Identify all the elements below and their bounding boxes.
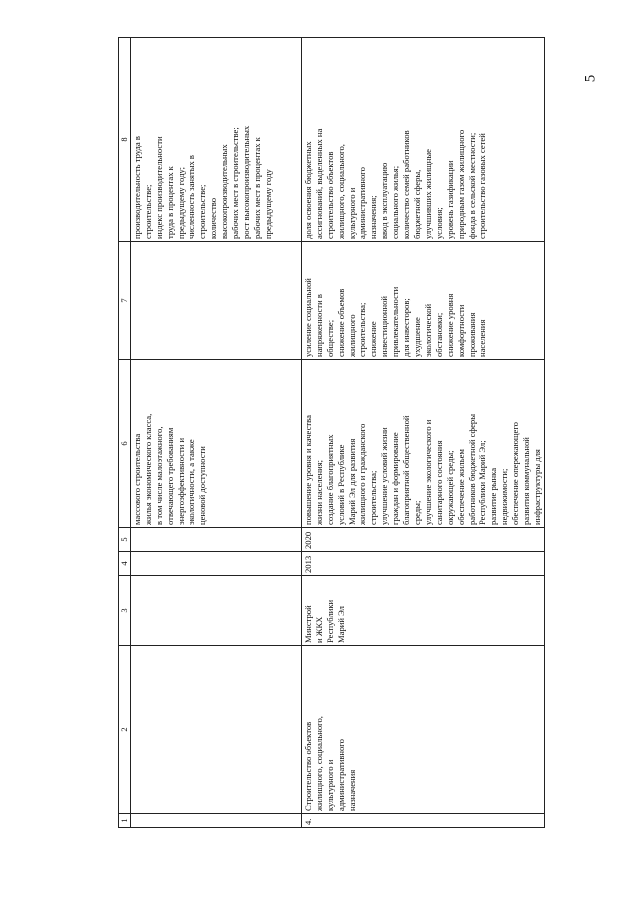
text-line: фонда в сельской местности; [466, 132, 477, 239]
text-line: Строительство объектов [302, 721, 313, 811]
text-line: административного [357, 167, 368, 239]
text-line: улучшивших жилищные [422, 149, 433, 239]
text-line: комфортности [455, 304, 466, 357]
col-header-8: 8 [119, 38, 131, 242]
col-header-7: 7 [119, 242, 131, 360]
text-line: обществе; [324, 319, 335, 357]
text-line: строительства; [357, 302, 368, 357]
program-table [118, 37, 545, 828]
text-line: обеспечение опережающего [510, 422, 521, 525]
text-line: количество семей работников [401, 130, 412, 239]
text-line: высокопроизводительных [219, 144, 230, 239]
text-line: культурного и [324, 759, 335, 811]
text-line: окружающей среды; [444, 450, 455, 525]
col-header-6: 6 [119, 360, 131, 528]
text-line: инфраструктуры для [531, 449, 542, 525]
cell-indicators [301, 38, 544, 242]
text-line: количество [208, 197, 219, 239]
cell-empty [130, 576, 301, 646]
col-header-1: 1 [119, 814, 131, 828]
text-line: ценовой доступности [197, 446, 208, 525]
text-line: Минстрой [302, 605, 313, 643]
text-line: рост высокопроизводительных [240, 125, 251, 239]
text-line: строительства; [368, 470, 379, 525]
text-line: улучшение условий жизни [379, 427, 390, 525]
text-line: рабочих мест в строительстве; [230, 127, 241, 239]
text-line: социального жилья; [390, 165, 401, 239]
text-line: обстановки; [433, 312, 444, 357]
page-number: 5 [582, 74, 599, 83]
text-line: доля освоения бюджетных [302, 141, 313, 239]
text-line: граждан и формирование [390, 432, 401, 525]
text-line: условия; [433, 207, 444, 239]
text-line: численность занятых в [186, 155, 197, 239]
text-line: развития коммунальной [521, 437, 532, 525]
text-line: и ЖКХ [313, 616, 324, 643]
text-line: ухудшение [411, 317, 422, 357]
col-header-2: 2 [119, 646, 131, 814]
text-line: Марий Эл [335, 606, 346, 643]
text-line: административного [335, 739, 346, 811]
header-row [119, 38, 131, 828]
text-line: инвестиционной [379, 296, 390, 357]
cell-row-number: 4. [301, 814, 544, 828]
text-line: труда в процентах к [164, 166, 175, 239]
text-line: развитие рынка [488, 467, 499, 525]
text-line: обеспечение жильем [455, 449, 466, 525]
text-line: экологической [422, 303, 433, 357]
text-line: производительность труда в [131, 136, 142, 239]
text-line: отвечающего требованиям [164, 427, 175, 525]
cell-measure-name [301, 646, 544, 814]
text-line: Республики Марий Эл; [477, 440, 488, 525]
text-line: строительство газовых сетей [477, 133, 488, 239]
text-line: ассигнований, выделенных на [313, 128, 324, 239]
text-line: в том числе малоэтажного, [153, 426, 164, 525]
text-line: благоприятной общественной [401, 415, 412, 525]
text-line: уровень газификации [444, 160, 455, 239]
text-line: Республики [324, 599, 335, 643]
cell-expected-results [301, 360, 544, 528]
text-line: улучшение экологического и [422, 419, 433, 525]
rotated-table-container [118, 38, 542, 828]
text-line: культурного и [346, 187, 357, 239]
text-line: среды; [411, 500, 422, 525]
text-line: условий в Республике [335, 444, 346, 525]
col-header-3: 3 [119, 576, 131, 646]
text-line: рабочих мест в процентах к [251, 137, 262, 239]
text-line: строительстве; [197, 184, 208, 239]
text-line: привлекательности [390, 286, 401, 357]
cell-empty [130, 646, 301, 814]
cell-executor [301, 576, 544, 646]
text-line: предыдущему году [262, 169, 273, 239]
cell-expected-results [130, 360, 301, 528]
text-line: снижение [368, 321, 379, 357]
cell-start-year: 2013 [301, 552, 544, 576]
cell-empty [130, 814, 301, 828]
text-line: проживания [466, 312, 477, 357]
text-line: массового строительства [131, 433, 142, 525]
text-line: индекс производительности [153, 136, 164, 239]
table-row-continued [130, 38, 301, 828]
text-line: жилья экономического класса, [142, 413, 153, 525]
text-line: строительстве; [142, 184, 153, 239]
text-line: природным газом жилищного [455, 129, 466, 239]
text-line: санитарного состояния [433, 440, 444, 525]
cell-empty [130, 552, 301, 576]
text-line: предыдущему году; [175, 166, 186, 239]
cell-end-year: 2020 [301, 528, 544, 552]
text-line: повышение уровня и качества [302, 415, 313, 525]
text-line: усиление социальной [302, 278, 313, 357]
cell-risks [301, 242, 544, 360]
text-line: жилищного, социального, [313, 716, 324, 811]
text-line: строительство объектов [324, 151, 335, 239]
text-line: снижение уровня [444, 293, 455, 357]
text-line: жилищного [346, 314, 357, 357]
text-line: создание благоприятных [324, 434, 335, 525]
text-line: населения [477, 319, 488, 357]
text-line: жилищного, социального, [335, 144, 346, 239]
text-line: недвижимости; [499, 468, 510, 525]
text-line: энергоэффективности и [175, 437, 186, 525]
cell-indicators [130, 38, 301, 242]
col-header-5: 5 [119, 528, 131, 552]
text-line: ввод в эксплуатацию [379, 162, 390, 239]
text-line: жизни населения; [313, 459, 324, 525]
text-line: напряженности в [313, 294, 324, 357]
text-line: для инвесторов; [401, 298, 412, 357]
text-line: назначения [346, 769, 357, 811]
text-line: снижение объемов [335, 288, 346, 357]
text-line: Марий Эл для развития [346, 438, 357, 525]
text-line: работников бюджетной сферы [466, 413, 477, 525]
cell-empty [130, 528, 301, 552]
col-header-4: 4 [119, 552, 131, 576]
text-line: бюджетной сферы, [411, 169, 422, 239]
cell-empty [130, 242, 301, 360]
text-line: экологичности, а также [186, 439, 197, 525]
text-line: назначения; [368, 195, 379, 239]
table-row-4 [301, 38, 544, 828]
text-line: жилищного и гражданского [357, 423, 368, 525]
